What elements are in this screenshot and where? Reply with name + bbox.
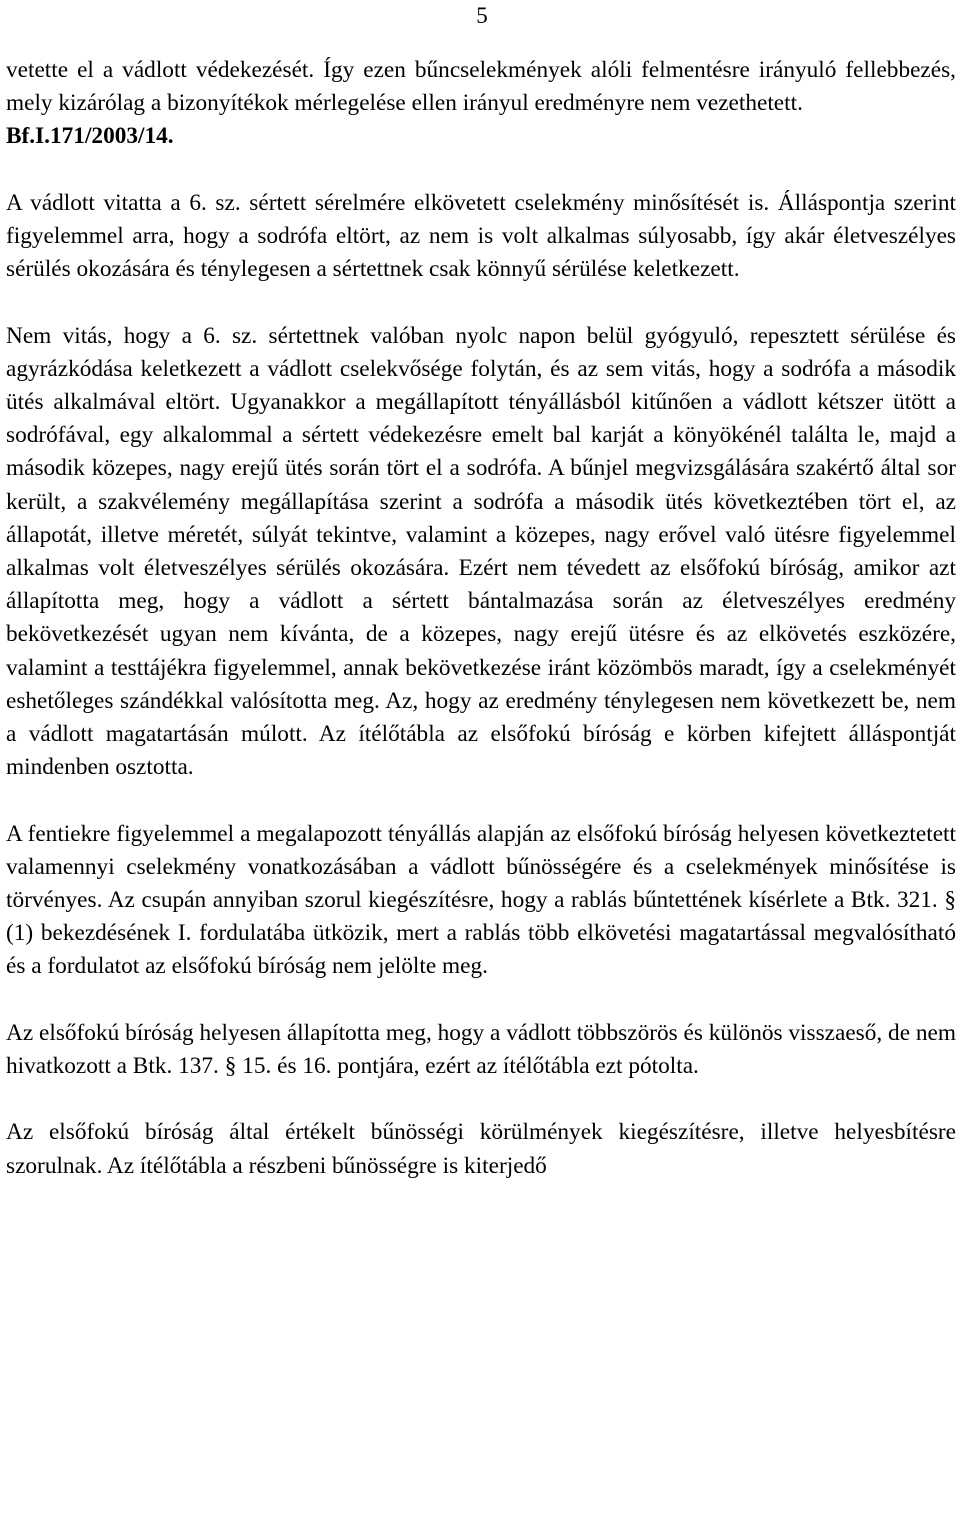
case-reference: Bf.I.171/2003/14. (6, 123, 174, 150)
document-body (6, 54, 956, 1183)
paragraph-dispute: A vádlott vitatta a 6. sz. sértett sérelmére elkövetett cselekmény minősítését is. Álláspontja szerint figyelemmel arra, hogy a sodrófa eltört, az nem is volt alkalmas súlyosabb, így akár életveszélyes sérülés okozására és ténylegesen a sértettnek csak könnyű sérülése keletkezett. (6, 189, 956, 283)
paragraph-analysis: Nem vitás, hogy a 6. sz. sértettnek valóban nyolc napon belül gyógyuló, repesztett sérülése és agyrázkódása keletkezett a vádlott cselekvősége folytán, és az sem vitás, hogy a sodrófa a második ütés alkalmával eltört. Ugyanakkor a megállapított tényállásból kitűnően a vádlott kétszer ütött a sodrófával, egy alkalommal a sértett védekezésre emelt bal karját a könyökénél találta le, majd a második közepes, nagy erejű ütés során tört el a sodrófa. A bűnjel megvizsgálására szakértő által sor került, a szakvélemény megállapítása szerint a sodrófa a második ütés következtében tört el, az állapotát, illetve méretét, súlyát tekintve, valamint a közepes, nagy erővel való ütésre figyelemmel alkalmas volt életveszélyes sérülés okozására. Ezért nem tévedett az elsőfokú bíróság, amikor azt állapította meg, hogy a vádlott a sértett bántalmazása során az életveszélyes eredmény bekövetkezését ugyan nem kívánta, de a közepes, nagy erejű ütésre és az elkövetés eszközére, valamint a testtájékra figyelemmel, annak bekövetkezése iránt közömbös maradt, így a cselekményét eshetőleges szándékkal valósította meg. Az, hogy az eredmény ténylegesen nem következett be, nem a vádlott magatartásán múlott. Az ítélőtábla az elsőfokú bíróság e körben kifejtett álláspontját mindenben osztotta. (6, 322, 956, 781)
paragraph-recidivism: Az elsőfokú bíróság helyesen állapította meg, hogy a vádlott többszörös és különös visszaeső, de nem hivatkozott a Btk. 137. § 15. és 16. pontjára, ezért az ítélőtábla ezt pótolta. (6, 1019, 956, 1080)
paragraph-conclusion: A fentiekre figyelemmel a megalapozott tényállás alapján az elsőfokú bíróság helyesen következtetett valamennyi cselekmény vonatkozásában a vádlott bűnösségére és a cselekmények minősítése is törvényes. Az csupán annyiban szorul kiegészítésre, hogy a rablás bűntettének kísérlete a Btk. 321. § (1) bekezdésének I. fordulatába ütközik, mert a rablás több elkövetési magatartással megvalósítható és a fordulatot az elsőfokú bíróság nem jelölte meg. (6, 820, 956, 980)
paragraph-intro: vetette el a vádlott védekezését. Így ezen bűncselekmények alóli felmentésre irányuló fellebbezés, mely kizárólag a bizonyítékok mérlegelése ellen irányul eredményre nem vezethetett. (6, 57, 956, 117)
page-number: 5 (476, 3, 488, 28)
paragraph-circumstances: Az elsőfokú bíróság által értékelt bűnösségi körülmények kiegészítésre, illetve helyesbítésre szorulnak. Az ítélőtábla a részbeni bűnösségre is kiterjedő (6, 1119, 956, 1179)
